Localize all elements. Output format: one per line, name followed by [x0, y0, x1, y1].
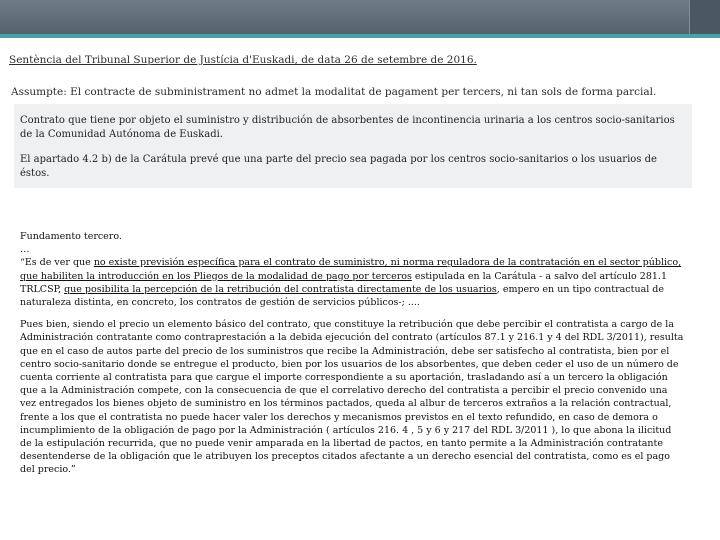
quote-underlined-2: que posibilita la percepción de la retribución del contratista directamente de los usuarios: [64, 283, 497, 295]
header-divider-line: [0, 34, 720, 38]
quote-text-3: , empero en un tipo contractual de naturaleza distinta, en concreto, los contratos de gestión de servicios públicos-; ....: [20, 283, 664, 309]
quote-text-2: estipulada en la Carátula - a salvo del artículo 281.1 TRLCSP,: [20, 270, 667, 295]
summary-paragraph-object: Contrato que tiene por objeto el suministro y distribución de absorbentes de incontinencia urinaria a los centros socio-sanitarios de la Comunidad Autónoma de Euskadi.: [20, 115, 675, 140]
judgment-excerpt: [20, 230, 686, 477]
summary-paragraph-payment: El apartado 4.2 b) de la Carátula prevé que una parte del precio sea pagada por los centros socio-sanitarios o los usuarios de éstos.: [20, 154, 657, 179]
page-title: Sentència del Tribunal Superior de Justícia d'Euskadi, de data 26 de setembre de 2016.: [9, 54, 477, 66]
quote-text-1: “Es de ver que: [20, 257, 94, 269]
argument-paragraph: Pues bien, siendo el precio un elemento básico del contrato, que constituye la retribución que debe percibir el contratista a cargo de la Administración contratante como contraprestación a la debida ejecución del contrato (artículos 87.1 y 216.1 y 4 del RDL 3/2011), resulta que en el caso de autos parte del precio de los suministros que recibe la Administración, debe ser satisfecho al contratista, bien por el centro socio-sanitario donde se entregue el producto, bien por los usuarios de los absorbentes, que deben ceder el uso de un número de cuenta corriente al contratista para que cargue el importe correspondiente a su aportación, trasladando así a un tercero la obligación que a la Administración compete, con la consecuencia de que el correlativo derecho del contratista a percibir el precio convenido una vez entregados los bienes objeto de suministro en los términos pactados, queda al albur de terceros extraños a la relación contractual, frente a los que el contratista no puede hacer valer los derechos y mecanismos previstos en el texto refundido, en caso de demora o incumplimiento de la obligación de pago por la Administración ( artículos 216. 4 , 5 y 6 y 217 del RDL 3/2011 ), lo que abona la ilicitud de la estipulación recurrida, que no puede venir amparada en la libertad de pactos, en tanto permite a la Administración contratante desentenderse de la obligación que le atribuyen los preceptos citados afectante a un derecho esencial del contratista, como es el pago del precio.”: [20, 319, 684, 476]
summary-box: [14, 104, 692, 188]
ellipsis-marker: …: [20, 244, 30, 256]
header-accent-block: [689, 0, 720, 34]
section-heading: Fundamento tercero.: [20, 231, 122, 242]
slide-header-bar: [0, 0, 720, 34]
subject-line: Assumpte: El contracte de subministrament no admet la modalitat de pagament per tercers, ni tan sols de forma parcial.: [11, 86, 657, 98]
quote-paragraph: [20, 256, 686, 309]
quote-underlined-1: no existe previsión específica para el contrato de suministro, ni norma reguladora de la contratación en el sector público, que habiliten la introducción en los Pliegos de la modalidad de pago por terceros: [20, 257, 682, 282]
